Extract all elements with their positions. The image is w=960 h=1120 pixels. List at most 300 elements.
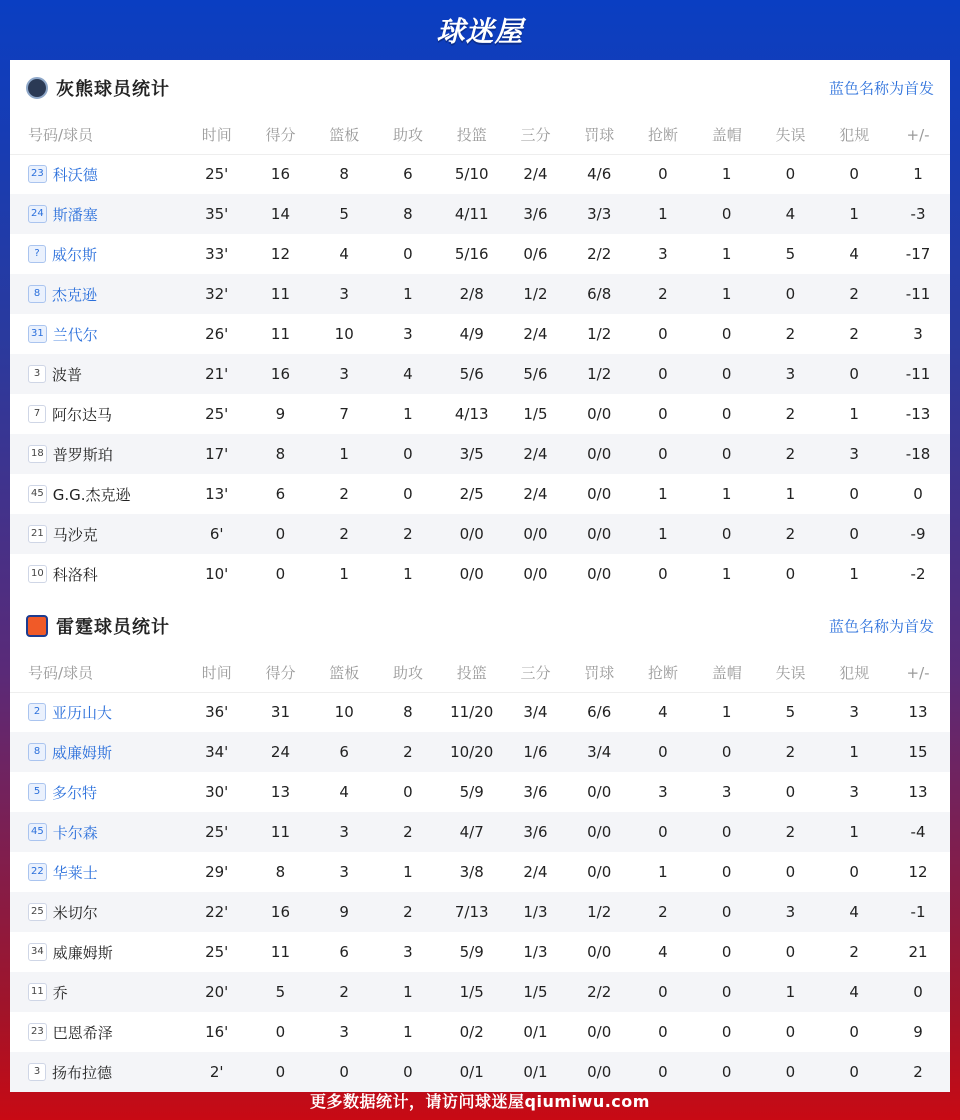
stat-cell: 3 — [849, 703, 859, 722]
column-header: 三分 — [504, 116, 568, 154]
player-cell — [10, 394, 185, 434]
stat-cell: 1 — [822, 732, 886, 772]
stat-cell: 5 — [312, 194, 376, 234]
stat-cell: 0 — [785, 165, 796, 184]
stat-cell: 25' — [185, 812, 249, 852]
stat-cell: 2 — [631, 892, 695, 932]
jersey-number-badge: 7 — [28, 405, 46, 423]
stat-cell: 2/4 — [523, 485, 548, 503]
stat-cell: 0 — [403, 245, 413, 263]
stat-cell: 0 — [658, 405, 668, 423]
grizzlies-logo-icon — [26, 77, 48, 99]
stat-cell: 0 — [886, 972, 950, 1012]
player-cell — [10, 852, 185, 892]
stat-cell: 11 — [249, 812, 313, 852]
stat-cell: 4/9 — [459, 325, 484, 343]
team-header — [10, 60, 950, 116]
player-name-link[interactable]: 科洛科 — [52, 565, 98, 584]
table-row[interactable] — [10, 972, 950, 1012]
stat-cell: 9 — [312, 892, 376, 932]
player-name-link[interactable]: 米切尔 — [52, 903, 98, 922]
table-row[interactable] — [10, 554, 950, 594]
stats-panel — [10, 60, 950, 1080]
jersey-number-badge: 11 — [28, 983, 47, 1001]
stat-cell: 2 — [759, 732, 823, 772]
stat-cell: 2 — [631, 274, 695, 314]
player-name-link[interactable]: 巴恩希泽 — [52, 1023, 113, 1042]
player-name-link[interactable]: 波普 — [52, 365, 83, 384]
stat-cell: 0 — [695, 732, 759, 772]
stat-cell: 2' — [185, 1052, 249, 1092]
stat-cell: 0 — [849, 1023, 859, 1041]
stat-cell: -3 — [886, 194, 950, 234]
table-header-row — [10, 116, 950, 154]
stat-cell: 0 — [785, 565, 796, 583]
stat-cell: 5/9 — [459, 783, 484, 801]
stat-cell: 2 — [785, 325, 796, 343]
stat-cell: 13 — [270, 783, 290, 801]
stat-cell: 11 — [270, 943, 290, 961]
player-cell — [10, 692, 185, 732]
stat-cell: 6/8 — [567, 274, 631, 314]
column-header: +/- — [886, 116, 950, 154]
jersey-number-badge: 25 — [28, 903, 47, 921]
stat-cell: 11/20 — [450, 703, 494, 722]
stat-cell: 0 — [631, 812, 695, 852]
table-row[interactable] — [10, 474, 950, 514]
stat-cell: 3 — [658, 245, 668, 263]
player-cell — [10, 772, 185, 812]
player-name-link[interactable]: 亚历山大 — [52, 703, 113, 722]
stat-cell: 25' — [205, 165, 229, 184]
stat-cell: -11 — [886, 274, 950, 314]
stat-cell: 0 — [275, 565, 286, 583]
stat-cell: 0 — [695, 434, 759, 474]
player-cell — [10, 434, 185, 474]
jersey-number-badge: 24 — [28, 205, 47, 223]
column-header: 盖帽 — [695, 116, 759, 154]
stat-cell: 1 — [403, 863, 413, 881]
column-header: 篮板 — [312, 654, 376, 692]
stat-cell: 2 — [376, 892, 440, 932]
stat-cell: 8 — [403, 703, 413, 722]
stat-cell: 0 — [721, 325, 732, 343]
stat-cell: 5/6 — [440, 354, 504, 394]
stat-cell: 7 — [339, 405, 349, 423]
stat-cell: 0 — [721, 863, 732, 881]
stat-cell: 1 — [822, 194, 886, 234]
stat-cell: 2/4 — [504, 434, 568, 474]
stat-cell: 3/4 — [523, 703, 548, 722]
stat-cell: 1 — [721, 245, 732, 263]
stat-cell: 25' — [205, 943, 229, 961]
player-name-link[interactable]: 科沃德 — [52, 165, 98, 184]
table-row[interactable] — [10, 892, 950, 932]
stat-cell: 10 — [334, 703, 354, 722]
jersey-number-badge: 2 — [28, 703, 46, 721]
stat-cell: 3 — [403, 325, 413, 343]
table-header-row — [10, 654, 950, 692]
player-cell — [10, 194, 185, 234]
column-header: 罚球 — [567, 116, 631, 154]
column-header: 时间 — [185, 654, 249, 692]
stat-cell: 0 — [785, 783, 796, 801]
stat-cell: 33' — [205, 245, 229, 263]
player-cell — [10, 1012, 185, 1052]
table-row[interactable] — [10, 314, 950, 354]
stat-cell: 0 — [695, 972, 759, 1012]
player-cell — [10, 474, 185, 514]
stat-cell: 1 — [631, 194, 695, 234]
stat-cell: 2/4 — [523, 165, 548, 184]
stat-cell: 1 — [658, 863, 668, 881]
jersey-number-badge: 23 — [28, 1023, 47, 1041]
column-header: 犯规 — [822, 116, 886, 154]
stat-cell: 0 — [312, 1052, 376, 1092]
player-cell — [10, 274, 185, 314]
stat-cell: 0/0 — [587, 405, 612, 423]
stat-cell: 13' — [205, 485, 229, 503]
stat-cell: 0 — [695, 514, 759, 554]
player-name-link[interactable]: 华莱士 — [52, 863, 98, 882]
stat-cell: 1 — [658, 485, 668, 503]
player-name-link[interactable]: 斯潘塞 — [52, 205, 98, 224]
player-cell — [10, 554, 185, 594]
table-row[interactable] — [10, 274, 950, 314]
stat-cell: -13 — [905, 405, 931, 423]
stat-cell: 1 — [721, 565, 732, 583]
stat-cell: 4/6 — [587, 165, 612, 184]
stat-cell: 13 — [908, 703, 928, 722]
player-cell — [10, 354, 185, 394]
stat-cell: 1 — [721, 703, 732, 722]
stat-cell: 4/13 — [454, 405, 489, 423]
stat-cell: 0 — [631, 972, 695, 1012]
stat-cell: 5/16 — [454, 245, 489, 263]
stat-cell: 32' — [185, 274, 249, 314]
table-row[interactable] — [10, 394, 950, 434]
jersey-number-badge: 45 — [28, 823, 47, 841]
stat-cell: 12 — [908, 863, 928, 881]
stat-cell: 0 — [376, 1052, 440, 1092]
stat-cell: 0 — [695, 194, 759, 234]
stat-cell: 3 — [312, 354, 376, 394]
column-header: +/- — [886, 654, 950, 692]
player-name-link[interactable]: G.G.杰克逊 — [52, 485, 131, 504]
stat-cell: 6 — [312, 732, 376, 772]
player-cell — [10, 314, 185, 354]
stat-cell: 4 — [822, 892, 886, 932]
stat-cell: 0/1 — [523, 1023, 548, 1041]
table-row[interactable] — [10, 234, 950, 274]
stat-cell: 1 — [721, 165, 732, 184]
column-header: 抢断 — [631, 654, 695, 692]
player-name-link[interactable]: 扬布拉德 — [52, 1063, 113, 1082]
stat-cell: 0 — [822, 354, 886, 394]
stat-cell: 1/5 — [504, 972, 568, 1012]
stat-cell: 1/5 — [523, 405, 548, 423]
stat-cell: 1 — [403, 1023, 413, 1041]
stat-cell: 1 — [785, 485, 796, 503]
stat-cell: 0 — [785, 1023, 796, 1041]
stat-cell: 21' — [185, 354, 249, 394]
stat-cell: 12 — [270, 245, 290, 263]
stat-cell: 0 — [695, 812, 759, 852]
stat-cell: 2 — [822, 274, 886, 314]
stat-cell: 6 — [275, 485, 286, 503]
stat-cell: 1/2 — [587, 325, 612, 343]
stat-cell: 0 — [849, 485, 859, 503]
column-header: 号码/球员 — [10, 654, 185, 692]
player-cell — [10, 932, 185, 972]
stat-cell: 2 — [339, 485, 349, 503]
player-name-link[interactable]: 兰代尔 — [52, 325, 98, 344]
player-name-link[interactable]: 卡尔森 — [52, 823, 98, 842]
stat-cell: 1 — [849, 565, 859, 583]
player-cell — [10, 972, 185, 1012]
table-row[interactable] — [10, 1012, 950, 1052]
column-header: 投篮 — [440, 116, 504, 154]
stat-cell: 35' — [185, 194, 249, 234]
footer-banner[interactable]: 更多数据统计，请访问球迷屋qiumiwu.com — [310, 1091, 650, 1111]
jersey-number-badge: 34 — [28, 943, 47, 961]
stat-cell: 6 — [339, 943, 349, 961]
stat-cell: 3 — [721, 783, 732, 801]
stat-cell: 3 — [849, 783, 859, 801]
table-row[interactable] — [10, 514, 950, 554]
stat-cell: 5 — [785, 245, 796, 263]
stat-cell: 26' — [205, 325, 229, 343]
player-name-link[interactable]: 威尔斯 — [52, 245, 98, 264]
top-bar — [0, 0, 960, 60]
stat-cell: 0 — [822, 514, 886, 554]
stat-cell: 11 — [270, 325, 290, 343]
stat-cell: 22' — [185, 892, 249, 932]
stat-cell: 6/6 — [587, 703, 612, 722]
stat-cell: 3/6 — [523, 783, 548, 801]
stat-cell: 8 — [275, 863, 286, 881]
player-name-link[interactable]: 马沙克 — [52, 525, 98, 544]
stat-cell: 1 — [403, 405, 413, 423]
stat-cell: 2/2 — [587, 245, 612, 263]
player-stats-table — [10, 116, 950, 594]
stat-cell: 13 — [908, 783, 928, 801]
player-cell — [10, 732, 185, 772]
stat-cell: 1 — [849, 405, 859, 423]
stat-cell: 2 — [376, 732, 440, 772]
column-header: 三分 — [504, 654, 568, 692]
stat-cell: 0 — [631, 354, 695, 394]
stat-cell: 1/3 — [504, 892, 568, 932]
player-cell — [10, 892, 185, 932]
stat-cell: 11 — [249, 274, 313, 314]
column-header: 得分 — [249, 116, 313, 154]
stat-cell: 0 — [658, 565, 668, 583]
stat-cell: 4 — [339, 245, 349, 263]
stat-cell: 14 — [249, 194, 313, 234]
stat-cell: 2 — [376, 514, 440, 554]
stat-cell: 3/5 — [440, 434, 504, 474]
stat-cell: 10 — [334, 325, 354, 343]
stat-cell: 3/3 — [567, 194, 631, 234]
stat-cell: 21 — [908, 943, 928, 961]
stat-cell: 2 — [886, 1052, 950, 1092]
stat-cell: -4 — [886, 812, 950, 852]
stat-cell: 0 — [785, 943, 796, 961]
stat-cell: 8 — [249, 434, 313, 474]
stat-cell: 2/5 — [459, 485, 484, 503]
starter-note: 蓝色名称为首发 — [828, 617, 934, 636]
player-name-link[interactable]: 普罗斯珀 — [52, 445, 113, 464]
stat-cell: 0 — [822, 1052, 886, 1092]
stat-cell: 15 — [886, 732, 950, 772]
column-header: 罚球 — [567, 654, 631, 692]
stat-cell: 7/13 — [440, 892, 504, 932]
stat-cell: 4 — [658, 703, 668, 722]
stat-cell: 0 — [403, 485, 413, 503]
table-row[interactable] — [10, 692, 950, 732]
stat-cell: 1 — [339, 565, 349, 583]
stat-cell: 0 — [658, 1023, 668, 1041]
stat-cell: 0 — [658, 325, 668, 343]
jersey-number-badge: 31 — [28, 325, 47, 343]
stat-cell: 3/6 — [504, 194, 568, 234]
stat-cell: 0 — [658, 165, 668, 184]
column-header: 助攻 — [376, 654, 440, 692]
stat-cell: 0/0 — [587, 783, 612, 801]
stat-cell: 1 — [631, 514, 695, 554]
stat-cell: 2 — [785, 405, 796, 423]
stat-cell: 1/6 — [504, 732, 568, 772]
table-row[interactable] — [10, 732, 950, 772]
stat-cell: 2 — [759, 514, 823, 554]
player-name-link[interactable]: 多尔特 — [52, 783, 98, 802]
stat-cell: 3 — [339, 1023, 349, 1041]
stat-cell: 6 — [403, 165, 413, 184]
thunder-logo-icon — [26, 615, 48, 637]
table-row[interactable] — [10, 354, 950, 394]
stat-cell: 3 — [822, 434, 886, 474]
stat-cell: 5/9 — [459, 943, 484, 961]
stat-cell: 1/2 — [504, 274, 568, 314]
stat-cell: 0 — [849, 165, 859, 184]
jersey-number-badge: 23 — [28, 165, 47, 183]
jersey-number-badge: 3 — [28, 1063, 46, 1081]
stat-cell: 2 — [759, 434, 823, 474]
stat-cell: 4 — [759, 194, 823, 234]
table-row[interactable] — [10, 932, 950, 972]
stat-cell: 6' — [185, 514, 249, 554]
stat-cell: 4 — [339, 783, 349, 801]
stat-cell: 0 — [631, 732, 695, 772]
stat-cell: 0 — [849, 863, 859, 881]
stat-cell: 9 — [275, 405, 286, 423]
table-row[interactable] — [10, 154, 950, 194]
stat-cell: 1/3 — [523, 943, 548, 961]
stat-cell: 0 — [721, 405, 732, 423]
stat-cell: 3 — [759, 354, 823, 394]
brand-logo[interactable]: 球迷屋 — [436, 15, 524, 48]
team-title: 灰熊球员统计 — [56, 79, 170, 100]
column-header: 盖帽 — [695, 654, 759, 692]
column-header: 失误 — [759, 654, 823, 692]
stat-cell: 3/6 — [504, 812, 568, 852]
stat-cell: 4 — [822, 972, 886, 1012]
table-row[interactable] — [10, 194, 950, 234]
table-row[interactable] — [10, 812, 950, 852]
stat-cell: 0/6 — [523, 245, 548, 263]
stat-cell: 1 — [312, 434, 376, 474]
stat-cell: 0/0 — [440, 514, 504, 554]
player-cell — [10, 514, 185, 554]
stat-cell: 0 — [376, 434, 440, 474]
player-cell — [10, 234, 185, 274]
jersey-number-badge: 22 — [28, 863, 47, 881]
stat-cell: 20' — [185, 972, 249, 1012]
stat-cell: 3/4 — [567, 732, 631, 772]
stat-cell: 29' — [205, 863, 229, 881]
stat-cell: 2/8 — [440, 274, 504, 314]
stat-cell: 0/1 — [504, 1052, 568, 1092]
player-name-link[interactable]: 威廉姆斯 — [52, 943, 113, 962]
player-name-link[interactable]: 杰克逊 — [52, 285, 98, 304]
stat-cell: 3 — [658, 783, 668, 801]
player-name-link[interactable]: 乔 — [52, 983, 68, 1002]
stat-cell: 1 — [759, 972, 823, 1012]
stat-cell: -1 — [886, 892, 950, 932]
stat-cell: 3 — [312, 812, 376, 852]
stat-cell: 0 — [631, 1052, 695, 1092]
stat-cell: -2 — [910, 565, 926, 583]
stat-cell: 16 — [270, 165, 290, 184]
table-row[interactable] — [10, 434, 950, 474]
jersey-number-badge: 10 — [28, 565, 47, 583]
stat-cell: -17 — [905, 245, 931, 263]
stat-cell: 1 — [376, 972, 440, 1012]
player-name-link[interactable]: 阿尔达马 — [52, 405, 113, 424]
stat-cell: 0 — [759, 274, 823, 314]
player-cell — [10, 154, 185, 194]
table-row[interactable] — [10, 772, 950, 812]
stat-cell: 1 — [695, 274, 759, 314]
stat-cell: 0/0 — [587, 863, 612, 881]
stat-cell: -9 — [886, 514, 950, 554]
stat-cell: 5/6 — [504, 354, 568, 394]
stat-cell: 1 — [721, 485, 732, 503]
stat-cell: 3/8 — [459, 863, 484, 881]
jersey-number-badge: 8 — [28, 285, 46, 303]
stat-cell: 0 — [695, 354, 759, 394]
stat-cell: 0/0 — [567, 1052, 631, 1092]
starter-note: 蓝色名称为首发 — [828, 79, 934, 98]
player-name-link[interactable]: 威廉姆斯 — [52, 743, 113, 762]
stat-cell: 2 — [759, 812, 823, 852]
stat-cell: 10/20 — [440, 732, 504, 772]
column-header: 犯规 — [822, 654, 886, 692]
column-header: 号码/球员 — [10, 116, 185, 154]
stat-cell: 1/5 — [440, 972, 504, 1012]
stat-cell: 3 — [403, 943, 413, 961]
column-header: 抢断 — [631, 116, 695, 154]
stat-cell: 31 — [270, 703, 290, 722]
team-title: 雷霆球员统计 — [56, 617, 170, 638]
stat-cell: 0 — [695, 1052, 759, 1092]
stat-cell: 0 — [249, 514, 313, 554]
stat-cell: 4 — [658, 943, 668, 961]
stat-cell: 0 — [785, 863, 796, 881]
stat-cell: 30' — [205, 783, 229, 801]
table-row[interactable] — [10, 852, 950, 892]
